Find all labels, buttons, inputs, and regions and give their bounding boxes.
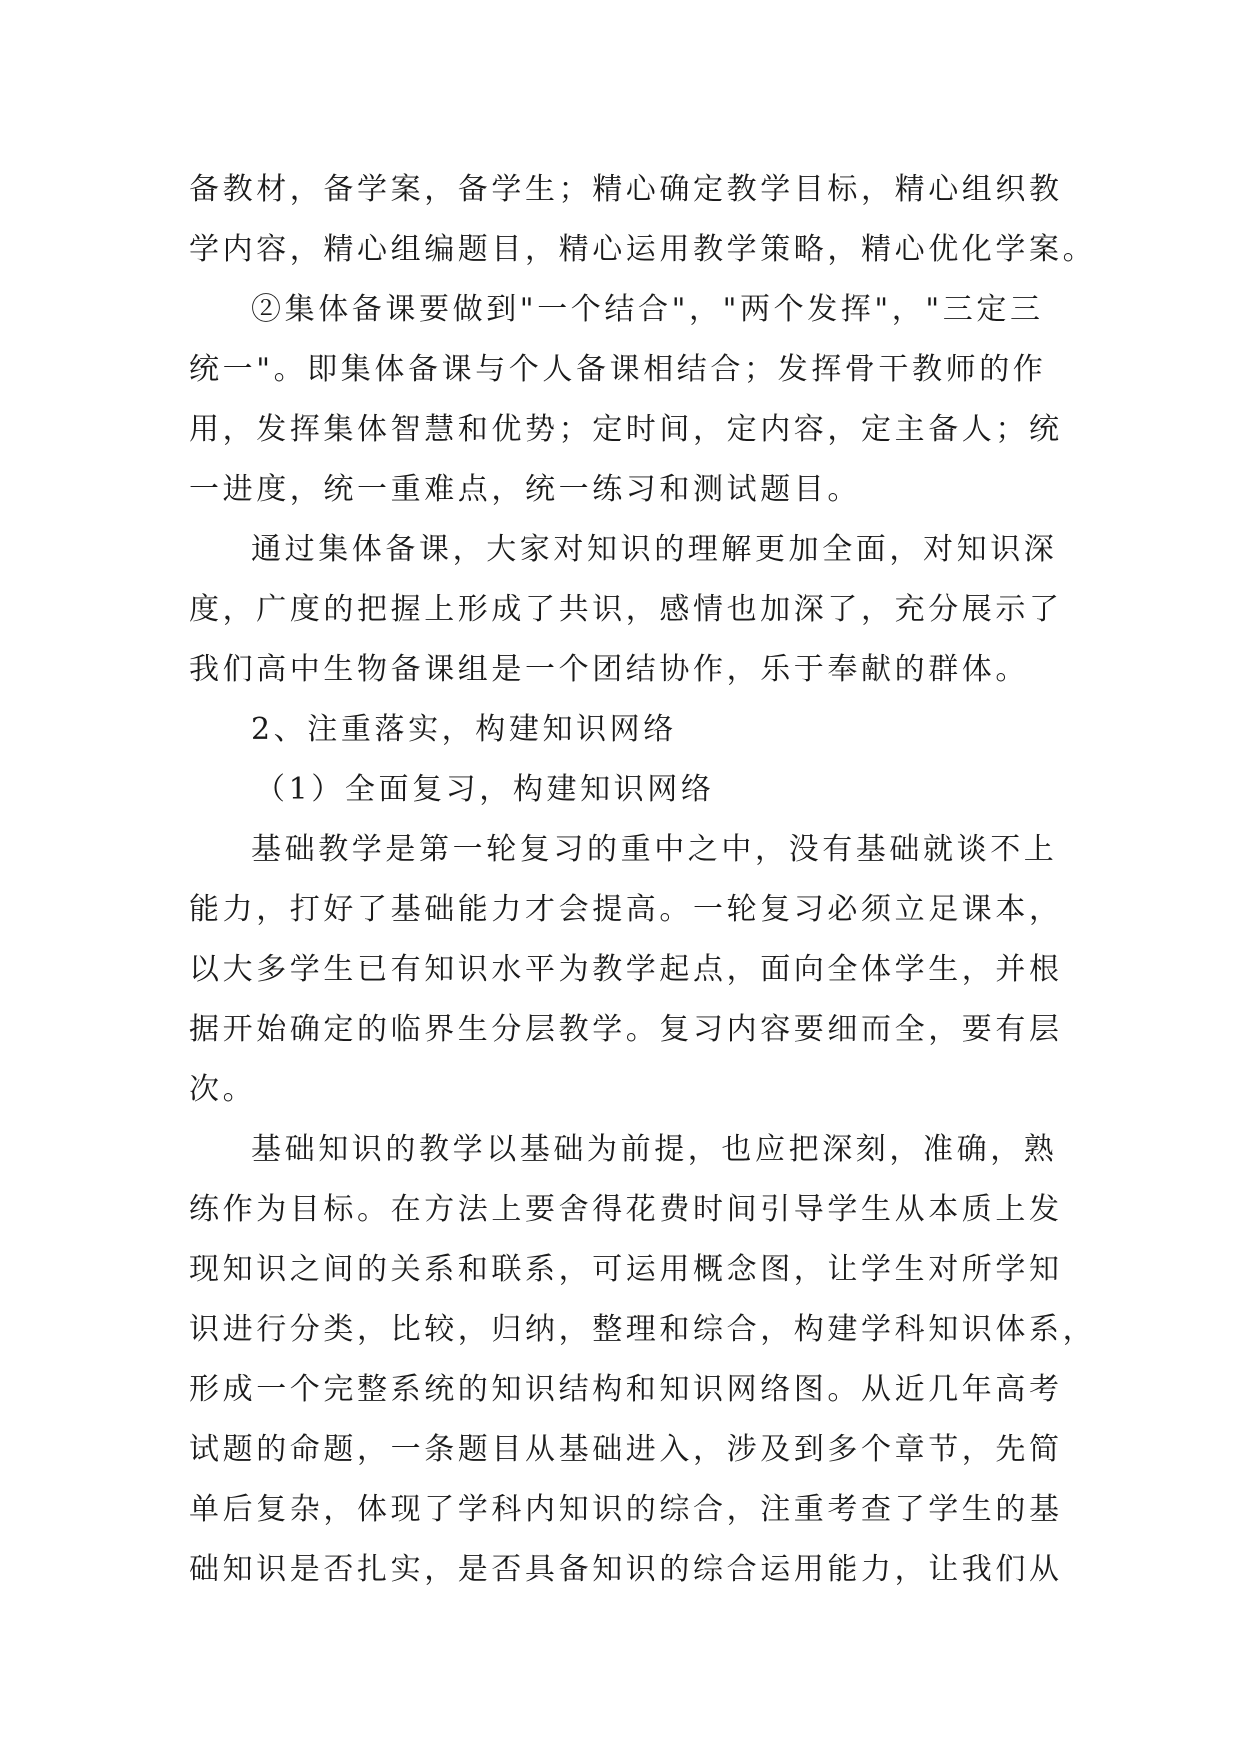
paragraph-line: 备教材，备学案，备学生；精心确定教学目标，精心组织教 (189, 172, 1063, 207)
paragraph-line: 基础教学是第一轮复习的重中之中，没有基础就谈不上 (251, 832, 1058, 867)
paragraph-line: 次。 (189, 1072, 257, 1107)
paragraph-line: 通过集体备课，大家对知识的理解更加全面，对知识深 (251, 532, 1058, 567)
paragraph-line: 用，发挥集体智慧和优势；定时间，定内容，定主备人；统 (189, 412, 1063, 447)
paragraph-line: 据开始确定的临界生分层教学。复习内容要细而全，要有层 (189, 1012, 1063, 1047)
paragraph-line: 础知识是否扎实，是否具备知识的综合运用能力，让我们从 (189, 1552, 1063, 1587)
paragraph-line: 练作为目标。在方法上要舍得花费时间引导学生从本质上发 (189, 1192, 1063, 1227)
paragraph-line: 以大多学生已有知识水平为教学起点，面向全体学生，并根 (189, 952, 1063, 987)
paragraph-line: 试题的命题，一条题目从基础进入，涉及到多个章节，先简 (189, 1432, 1063, 1467)
paragraph-line: 识进行分类，比较，归纳，整理和综合，构建学科知识体系， (189, 1312, 1097, 1347)
paragraph-line: 基础知识的教学以基础为前提，也应把深刻，准确，熟 (251, 1132, 1058, 1167)
paragraph-line: 度，广度的把握上形成了共识，感情也加深了，充分展示了 (189, 592, 1063, 627)
paragraph-line: 形成一个完整系统的知识结构和知识网络图。从近几年高考 (189, 1372, 1063, 1407)
subsection-heading: （1）全面复习，构建知识网络 (255, 772, 715, 807)
paragraph-line: ②集体备课要做到"一个结合"，"两个发挥"，"三定三 (251, 292, 1044, 327)
paragraph-line: 一进度，统一重难点，统一练习和测试题目。 (189, 472, 861, 507)
paragraph-line: 我们高中生物备课组是一个团结协作，乐于奉献的群体。 (189, 652, 1029, 687)
paragraph-line: 统一"。即集体备课与个人备课相结合；发挥骨干教师的作 (189, 352, 1047, 387)
paragraph-line: 能力，打好了基础能力才会提高。一轮复习必须立足课本， (189, 892, 1063, 927)
paragraph-line: 单后复杂，体现了学科内知识的综合，注重考查了学生的基 (189, 1492, 1063, 1527)
paragraph-line: 现知识之间的关系和联系，可运用概念图，让学生对所学知 (189, 1252, 1063, 1287)
section-heading: 2、注重落实，构建知识网络 (251, 712, 677, 747)
paragraph-line: 学内容，精心组编题目，精心运用教学策略，精心优化学案。 (189, 232, 1097, 267)
document-body (189, 160, 1097, 1600)
